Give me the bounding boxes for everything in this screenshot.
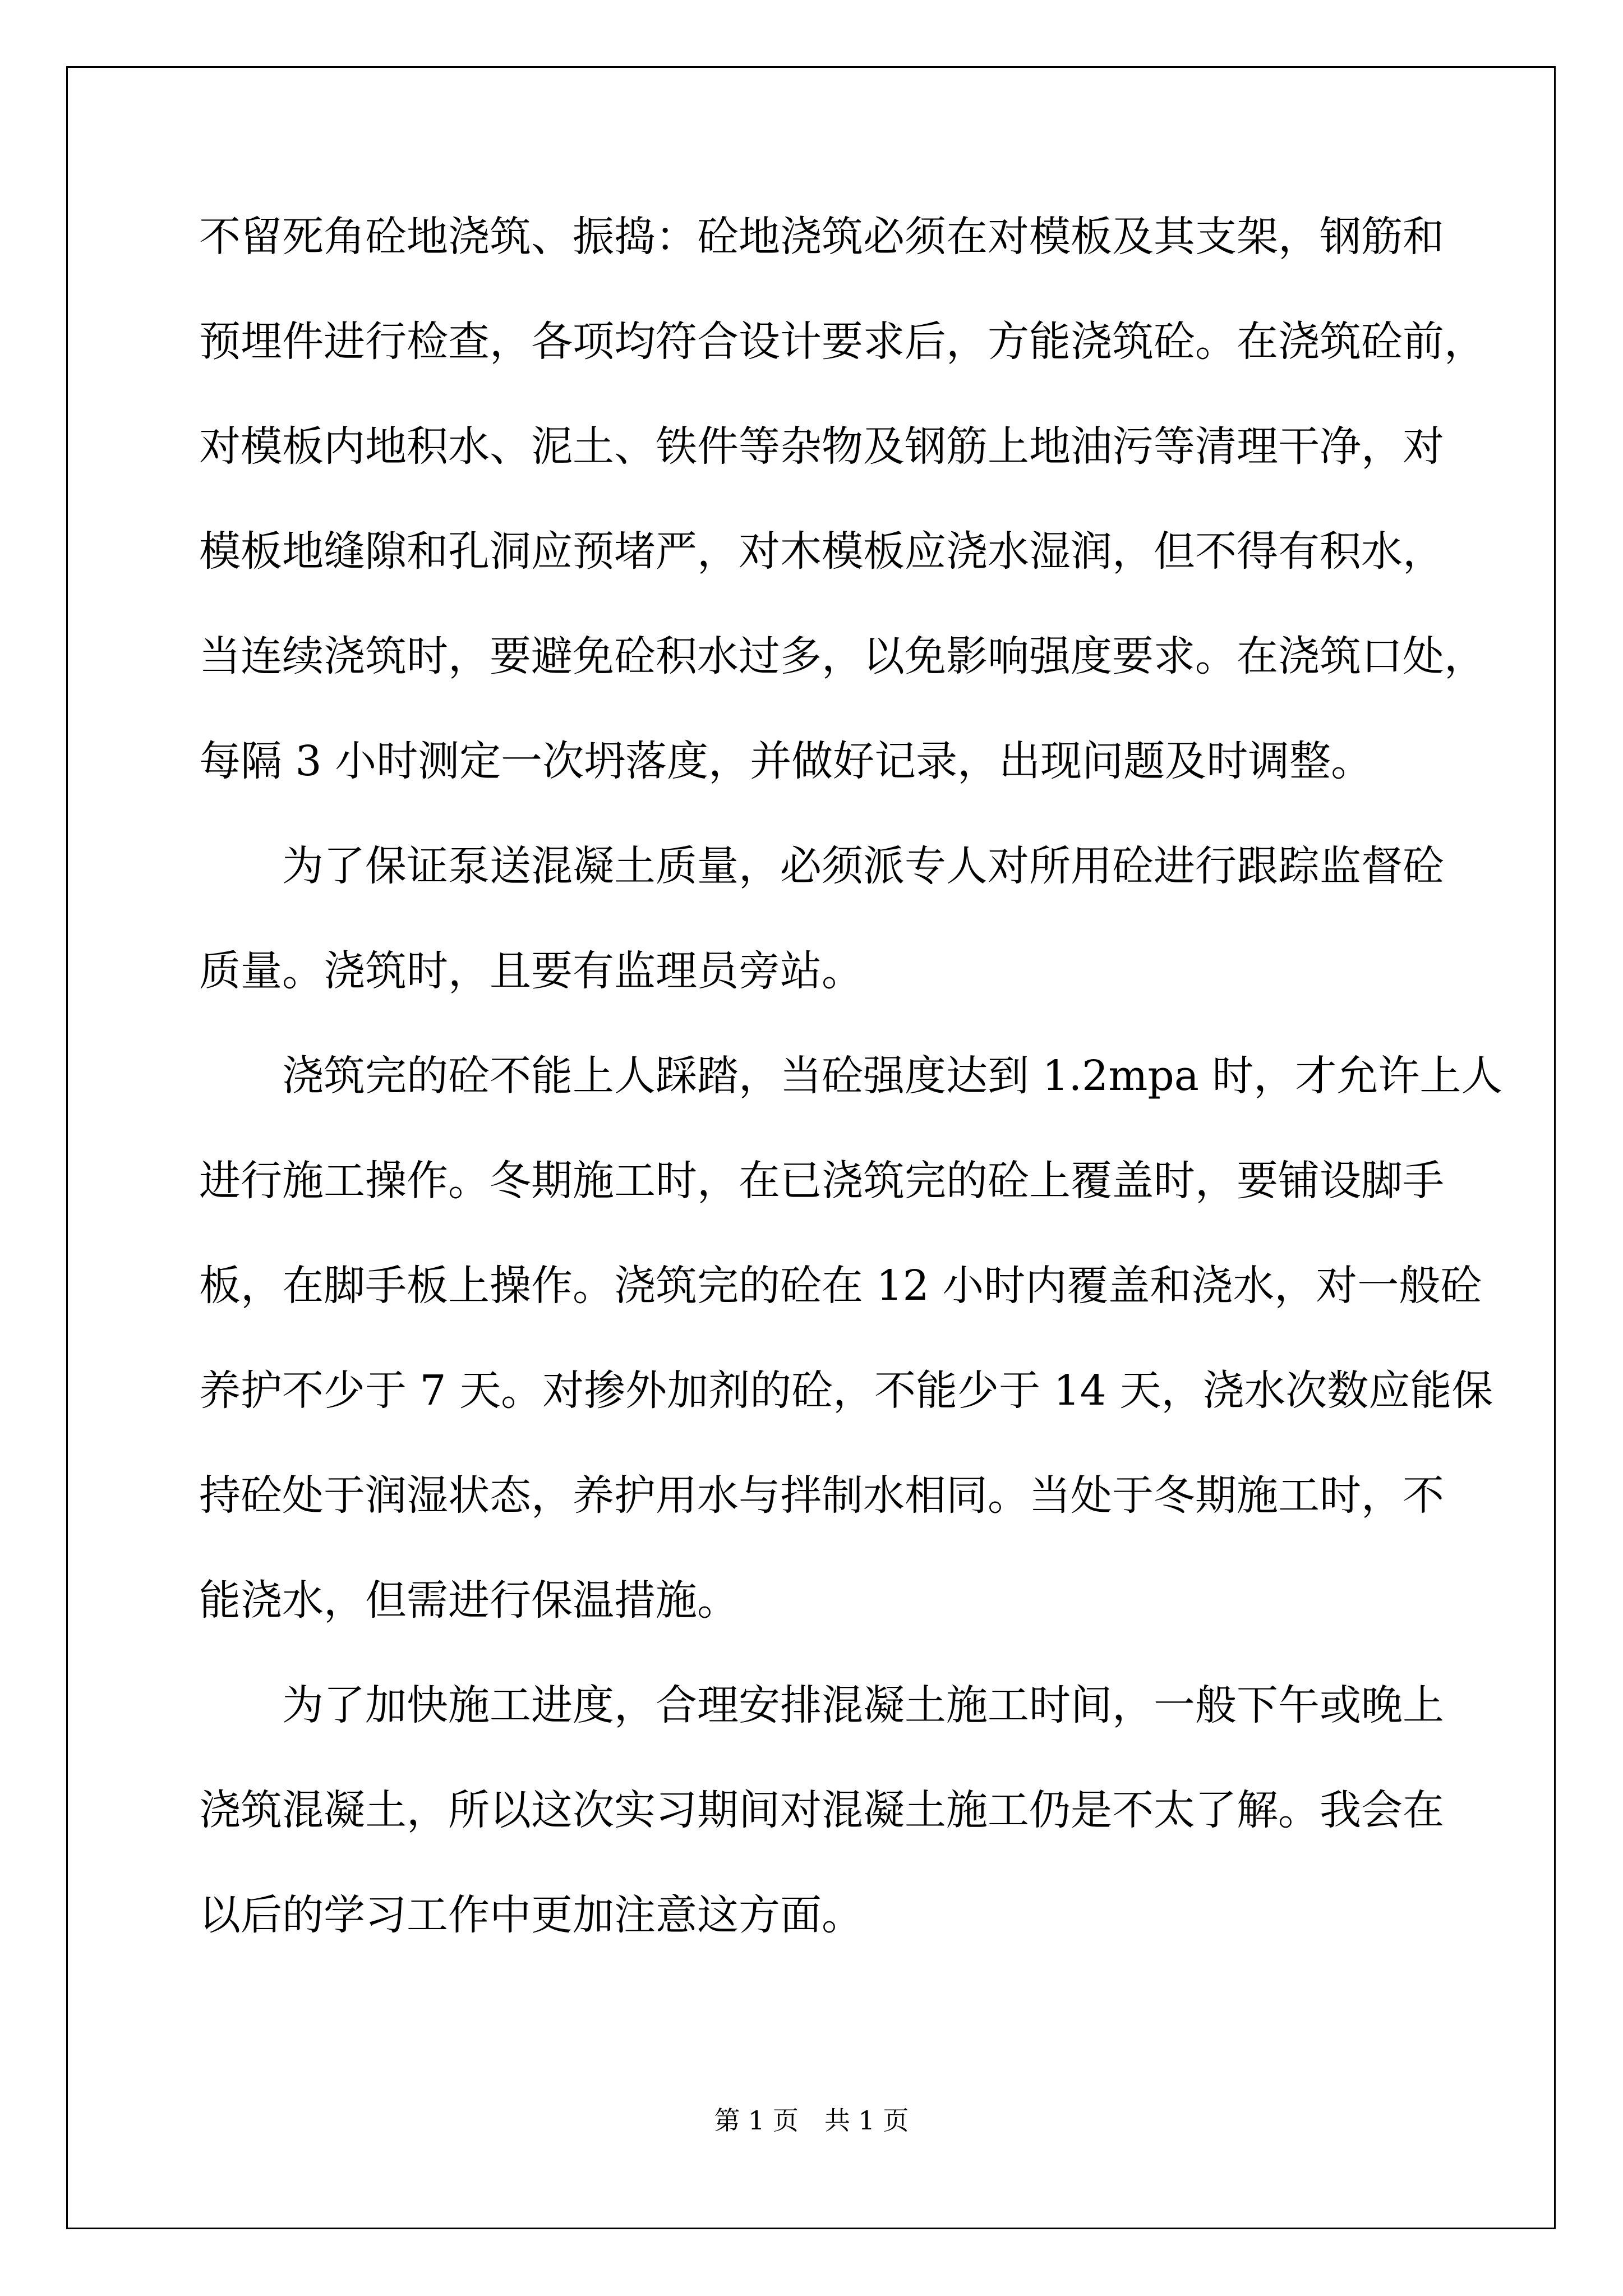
text-line: 以后的学习工作中更加注意这方面。 (199, 1891, 863, 1939)
text-line: 预埋件进行检查，各项均符合设计要求后，方能浇筑砼。在浇筑砼前， (199, 318, 1486, 366)
text-line: 为了加快施工进度，合理安排混凝土施工时间，一般下午或晚上 (282, 1681, 1444, 1729)
text-line: 当连续浇筑时，要避免砼积水过多，以免影响强度要求。在浇筑口处， (199, 632, 1486, 680)
text-line: 浇筑混凝土，所以这次实习期间对混凝土施工仍是不太了解。我会在 (199, 1786, 1444, 1834)
text-line: 能浇水，但需进行保温措施。 (199, 1576, 739, 1625)
text-line: 浇筑完的砼不能上人踩踏，当砼强度达到 1.2mpa 时，才允许上人 (282, 1052, 1503, 1100)
text-line: 每隔 3 小时测定一次坍落度，并做好记录，出现问题及时调整。 (199, 737, 1373, 785)
text-line: 不留死角砼地浇筑、振捣：砼地浇筑必须在对模板及其支架，钢筋和 (199, 213, 1444, 261)
text-line: 质量。浇筑时，且要有监理员旁站。 (199, 947, 863, 995)
page-number-footer: 第 1 页 共 1 页 (714, 2105, 909, 2136)
text-line: 养护不少于 7 天。对掺外加剂的砼，不能少于 14 天，浇水次数应能保 (199, 1366, 1493, 1415)
text-line: 对模板内地积水、泥土、铁件等杂物及钢筋上地油污等清理干净，对 (199, 422, 1444, 471)
text-line: 为了保证泵送混凝土质量，必须派专人对所用砼进行跟踪监督砼 (282, 842, 1444, 890)
text-line: 板，在脚手板上操作。浇筑完的砼在 12 小时内覆盖和浇水，对一般砼 (199, 1262, 1482, 1310)
text-line: 进行施工操作。冬期施工时，在已浇筑完的砼上覆盖时，要铺设脚手 (199, 1157, 1444, 1205)
document-body (199, 209, 1503, 1992)
text-line: 持砼处于润湿状态，养护用水与拌制水相同。当处于冬期施工时，不 (199, 1471, 1444, 1520)
text-line: 模板地缝隙和孔洞应预堵严，对木模板应浇水湿润，但不得有积水， (199, 527, 1444, 576)
